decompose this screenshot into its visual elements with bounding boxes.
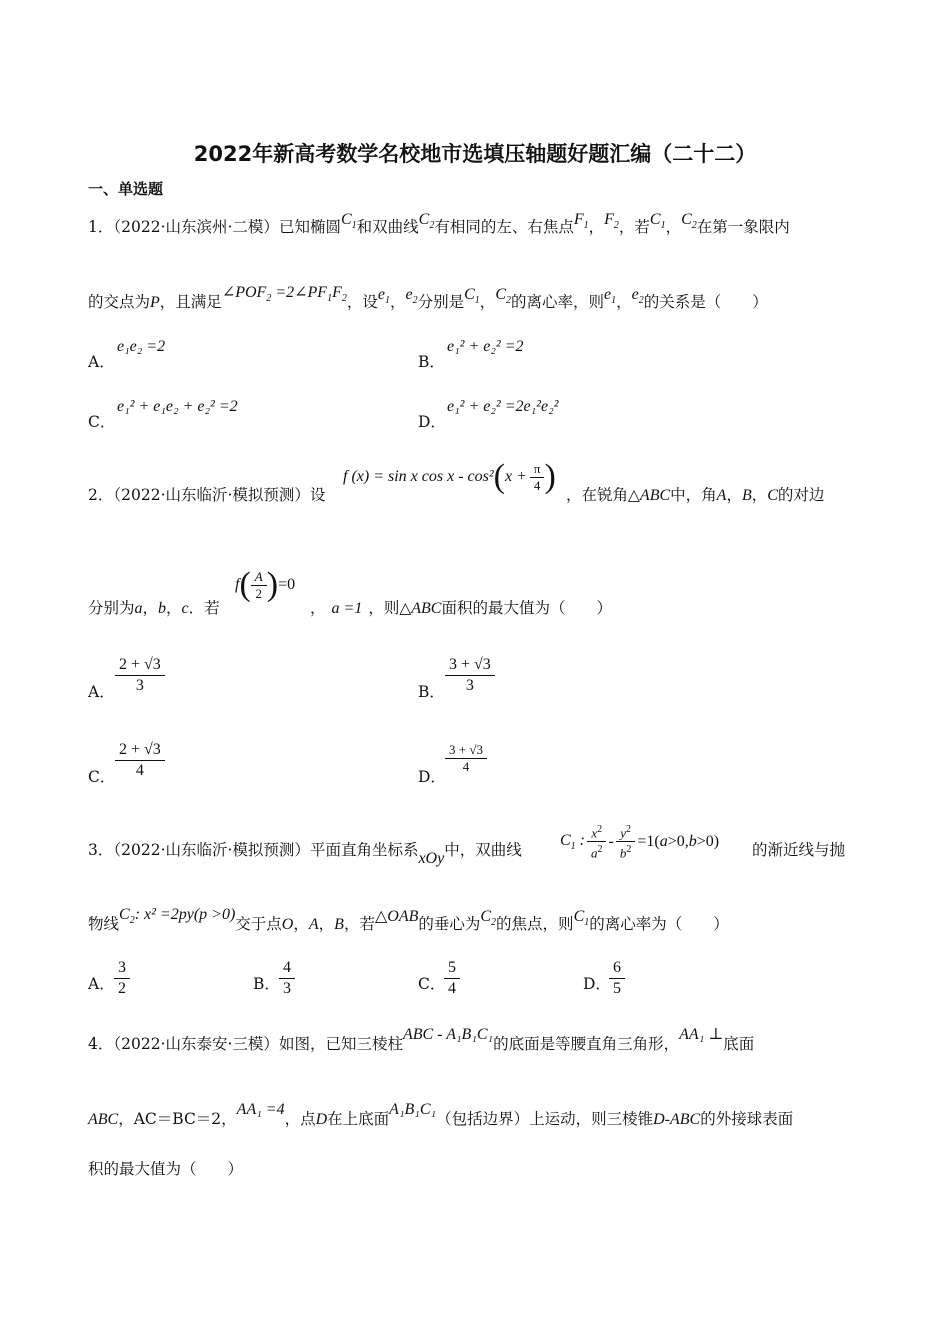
q1-e1: $e_1$ [377, 286, 390, 307]
q1-text: 在第一象限内 [696, 218, 790, 236]
question-1-line-1: 1．（2022·山东滨州·二模）已知椭圆$C_1$和双曲线$C_2$有相同的左、右焦点$F_1$，$F_2$，若$C_1$，$C_2$在第一象限内 [88, 211, 790, 236]
q2-option-b-value: $\frac{3 + √3}{3}$ [445, 655, 495, 696]
q1-text: 分别是 [417, 293, 465, 311]
question-1-line-2: 的交点为P，且满足$\angle POF_2$ $=2\angle PF_1F_2$，设$e_1$，$e_2$分别是$C_1$，$C_2$的离心率，则$e_1$，$e_2$的关系是（ ） [88, 284, 768, 311]
q1-e2b: $e_2$ [631, 286, 644, 307]
q2-source: （2022·山东临沂·模拟预测） [113, 486, 310, 504]
q1-source: （2022·山东滨州·二模） [113, 218, 279, 236]
q1-text: 和双曲线 [356, 218, 419, 236]
q1-text: 已知椭圆 [278, 218, 341, 236]
page-title: 2022年新高考数学名校地市选填压轴题好题汇编（二十二） [193, 142, 757, 166]
section-heading: 一、单选题 [88, 180, 164, 198]
q1-option-a[interactable]: A． [88, 353, 115, 371]
q1-point-p: P [150, 294, 160, 311]
q4-aa1-value: AA₁ =4 [236, 1101, 285, 1118]
q2-option-c-value: $\frac{2 + √3}{4}$ [115, 740, 165, 781]
q1-c2b: $C_2$ [681, 211, 697, 232]
q1-condition: $\angle POF_2$ $=2\angle PF_1F_2$ [221, 284, 347, 305]
question-3-line-1: 3．（2022·山东临沂·模拟预测）平面直角坐标系xOy中，双曲线 [88, 841, 522, 867]
q1-option-b-formula: e₁² + e₂² =2 [447, 338, 524, 355]
q1-option-c[interactable]: C． [88, 413, 116, 431]
q2-text: 设 [309, 486, 326, 504]
question-4-line-3: 积的最大值为（ ） [88, 1160, 244, 1178]
q1-e1b: $e_1$ [604, 286, 617, 307]
q3-option-c[interactable]: C． [418, 975, 446, 993]
q1-c2: $C_2$ [418, 211, 435, 232]
q2-number: 2． [88, 486, 114, 504]
q3-option-a-value: $\frac{3}{2}$ [114, 958, 130, 999]
q1-f1: $F_1$ [573, 211, 589, 232]
q1-e2: $e_2$ [405, 286, 418, 307]
q4-aa1-perp: AA₁ ⊥ [679, 1026, 724, 1043]
q3-xoy: xOy [418, 850, 445, 867]
q3-option-d[interactable]: D． [583, 975, 611, 993]
question-4-line-2: ABC，AC＝BC＝2，AA₁ =4，点D在上底面A₁B₁C₁（包括边界）上运动，则三棱锥D-ABC的外接球表面 [88, 1101, 794, 1128]
q4-prism: ABC - A₁B₁C₁ [402, 1026, 494, 1043]
q2-option-d[interactable]: D． [418, 768, 446, 786]
question-2-line-2b: ， a =1 ，则△ABC面积的最大值为（ ） [310, 599, 612, 617]
q1-text: 的离心率，则 [510, 293, 604, 311]
question-2-line-1b: ，在锐角△ABC中，角A，B，C的对边 [566, 486, 825, 504]
q2-option-b[interactable]: B． [418, 683, 445, 701]
question-3-line-1b: 的渐近线与抛 [752, 841, 846, 859]
q3-option-b[interactable]: B． [253, 975, 280, 993]
question-2-line-1 [88, 483, 325, 505]
question-2-line-2: 分别为a，b，c．若 [88, 599, 220, 617]
q1-option-d-formula: e₁² + e₂² =2e₁²e₂² [447, 398, 559, 415]
q2-option-a-value: $\frac{2 + √3}{3}$ [115, 655, 165, 696]
q2-option-c[interactable]: C． [88, 768, 116, 786]
question-3-line-2: 物线$C_2$: x² =2py(p >0)交于点O，A，B，若△OAB的垂心为$C_2$的焦点，则$C_1$的离心率为（ ） [88, 906, 729, 933]
q3-option-c-value: $\frac{5}{4}$ [444, 958, 460, 999]
q1-c2c: $C_2$ [495, 286, 511, 307]
q1-c1b: $C_1$ [649, 211, 666, 232]
q3-option-a[interactable]: A． [88, 975, 115, 993]
q2-option-d-value: $\frac{3 + √3}{4}$ [445, 742, 487, 775]
q1-text: 的交点为 [88, 293, 151, 311]
q2-option-a[interactable]: A． [88, 683, 115, 701]
q1-c1: $C_1$ [340, 211, 357, 232]
q1-text: 的关系是（ ） [643, 293, 768, 311]
q3-option-b-value: $\frac{4}{3}$ [279, 958, 295, 999]
q1-text: ，且满足 [159, 293, 222, 311]
q1-text: ，设 [346, 293, 378, 311]
q3-hyperbola-formula: $C_1$ : $\frac{x^2}{a^2}$ - $\frac{y^2}{b^2}$ =1( a >0, b >0) [560, 824, 720, 861]
q2-function-formula: f (x) = sin x cos x - cos² ( x + $\frac{\pi}{4}$ ) [343, 458, 556, 495]
q2-condition-formula: f ( $\frac{A}{2}$ ) =0 [235, 566, 296, 603]
q1-c1c: $C_1$ [464, 286, 480, 307]
q1-number: 1． [88, 218, 114, 236]
q1-text: ，若 [618, 218, 650, 236]
question-4-line-1: 4．（2022·山东泰安·三模）如图，已知三棱柱ABC - A₁B₁C₁的底面是等腰直角三角形，AA₁ ⊥底面 [88, 1026, 755, 1053]
q3-option-d-value: $\frac{6}{5}$ [609, 958, 625, 999]
q3-parabola: $C_2$: x² =2py(p >0) [119, 906, 236, 927]
q1-option-a-formula: e₁e₂ =2 [117, 338, 166, 355]
q1-option-b[interactable]: B． [418, 353, 445, 371]
q4-top-face: A₁B₁C₁ [389, 1101, 437, 1118]
q1-f2: $F_2$ [604, 211, 619, 232]
q1-option-c-formula: e₁² + e₁e₂ + e₂² =2 [117, 398, 238, 415]
q1-text: 有相同的左、右焦点 [434, 218, 574, 236]
q1-option-d[interactable]: D． [418, 413, 446, 431]
